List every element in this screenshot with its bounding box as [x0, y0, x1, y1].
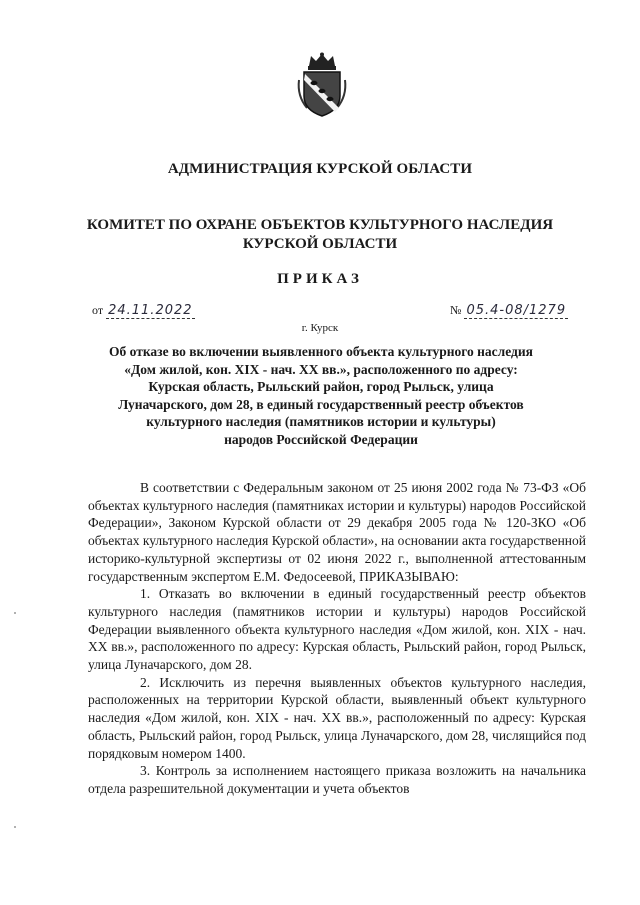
subject-line-4: Луначарского, дом 28, в единый государственный реестр объектов [118, 396, 524, 412]
scan-speck [14, 612, 16, 614]
number-value: 05.4-08/1279 [466, 303, 567, 318]
scan-speck [14, 826, 16, 828]
order-body [88, 479, 586, 798]
item-2-paragraph: 2. Исключить из перечня выявленных объектов культурного наследия, расположенных на территории Курской области, выявленный объект культурного наследия «Дом жилой, кон. XIX - нач. XX вв.», расположенный по адресу: Курская область, Рыльский район, город Рыльск, улица Луначарского, дом 28, числящийся под порядковым номером 1400. [88, 674, 586, 761]
subject-line-5: культурного наследия (памятников истории и культуры) [146, 414, 496, 430]
subject-line-1: Об отказе во включении выявленного объекта культурного наследия [109, 344, 533, 359]
subject-line-2: «Дом жилой, кон. XIX - нач. XX вв.», расположенного по адресу: [124, 361, 518, 377]
order-number [450, 303, 568, 318]
subject-line-6: народов Российской Федерации [224, 431, 418, 447]
subject-line-3: Курская область, Рыльский район, город Рыльск, улица [148, 379, 494, 395]
city-label: г. Курск [301, 322, 339, 334]
order-subject [88, 343, 554, 449]
preamble-paragraph: В соответствии с Федеральным законом от 25 июня 2002 года № 73-ФЗ «Об объектах культурного наследия (памятниках истории и культуры) народов Российской Федерации», Законом Курской области от 29 декабря 2005 года № 120-ЗКО «Об объектах культурного наследия Курской области», на основании акта государственной историко-культурной экспертизы от 02 июня 2022 г., выполненной аттестованным государственным экспертом Е.М. Федосеевой, ПРИКАЗЫВАЮ: [88, 480, 586, 584]
committee-title-line-1: КОМИТЕТ ПО ОХРАНЕ ОБЪЕКТОВ КУЛЬТУРНОГО НАСЛЕДИЯ [86, 217, 554, 233]
order-date [92, 303, 195, 318]
item-1-paragraph: 1. Отказать во включении в единый государственный реестр объектов культурного наследия (памятников истории и культуры) народов Российской Федерации выявленного объекта культурного наследия «Дом жилой, кон. XIX - нач. XX вв.», расположенного по адресу: Курская область, Рыльский район, город Рыльск, улица Луначарского, дом 28. [88, 586, 586, 673]
date-value: 24.11.2022 [108, 303, 193, 318]
date-prefix: от [92, 303, 104, 317]
item-3-paragraph: 3. Контроль за исполнением настоящего приказа возложить на начальника отдела разрешительной документации и учета объектов [88, 763, 586, 796]
committee-title [60, 216, 580, 254]
order-title: ПРИКАЗ [277, 271, 363, 287]
committee-title-line-2: КУРСКОЙ ОБЛАСТИ [242, 236, 398, 252]
number-prefix: № [450, 303, 462, 317]
administration-title: АДМИНИСТРАЦИЯ КУРСКОЙ ОБЛАСТИ [167, 161, 473, 177]
kursk-coat-of-arms-icon [295, 52, 349, 118]
